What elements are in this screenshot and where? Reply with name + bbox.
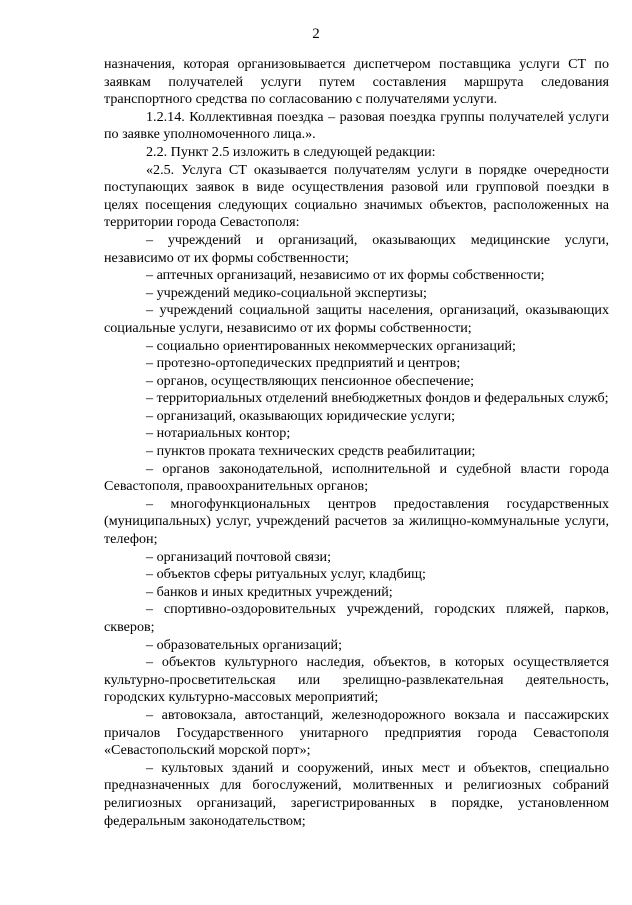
list-item: – органов законодательной, исполнительной и судебной власти города Севастополя, правоохранительных органов; <box>104 460 609 495</box>
list-item: – многофункциональных центров предоставления государственных (муниципальных) услуг, учреждений расчетов за жилищно-коммунальные услуги, телефон; <box>104 495 609 548</box>
document-body <box>104 56 609 830</box>
list-item: – банков и иных кредитных учреждений; <box>146 583 393 600</box>
list-item: – аптечных организаций, независимо от их формы собственности; <box>146 267 545 284</box>
list-item: – социально ориентированных некоммерческих организаций; <box>146 337 516 354</box>
list-item: – органов, осуществляющих пенсионное обеспечение; <box>146 372 475 389</box>
list-item: – учреждений социальной защиты населения, организаций, оказывающих социальные услуги, независимо от их формы собственности; <box>104 302 609 336</box>
list-item: – спортивно-оздоровительных учреждений, городских пляжей, парков, скверов; <box>104 601 609 635</box>
list-item: – объектов культурного наследия, объектов, в которых осуществляется культурно-просветительская или зрелищно-развлекательная деятельность, городских культурно-массовых мероприятий; <box>104 654 609 706</box>
list-item: – культовых зданий и сооружений, иных мест и объектов, специально предназначенных для богослужений, молитвенных и религиозных собраний религиозных организаций, зарегистрированных в порядке, установленном федеральным законодательством; <box>104 759 609 829</box>
list-item: – образовательных организаций; <box>146 636 343 653</box>
list-item: – нотариальных контор; <box>146 425 291 442</box>
paragraph-amendment-2-2: 2.2. Пункт 2.5 изложить в следующей редакции: <box>146 143 436 160</box>
paragraph-definition-1-2-14: 1.2.14. Коллективная поездка – разовая поездка группы получателей услуги по заявке уполномоченного лица.». <box>104 108 609 143</box>
list-item: – территориальных отделений внебюджетных фондов и федеральных служб; <box>146 390 609 407</box>
list-item: – объектов сферы ритуальных услуг, кладбищ; <box>146 566 426 583</box>
list-item: – организаций, оказывающих юридические услуги; <box>146 407 456 424</box>
list-item: – автовокзала, автостанций, железнодорожного вокзала и пассажирских причалов Государственного унитарного предприятия города Севастополя «Севастопольский морской порт»; <box>104 706 609 759</box>
list-item: – учреждений медико-социальной экспертизы; <box>146 284 427 301</box>
paragraph-clause-2-5: «2.5. Услуга СТ оказывается получателям услуги в порядке очередности поступающих заявок в виде осуществления разовой или групповой поездки в целях посещения следующих социально значимых объектов, расположенных на территории города Севастополя: <box>104 161 609 231</box>
list-item: – организаций почтовой связи; <box>146 548 331 565</box>
list-item: – пунктов проката технических средств реабилитации; <box>146 443 476 460</box>
list-item: – учреждений и организаций, оказывающих медицинские услуги, независимо от их формы собственности; <box>104 231 609 266</box>
paragraph-continuation: назначения, которая организовывается диспетчером поставщика услуги СТ по заявкам получателей услуги путем составления маршрута следования транспортного средства по согласованию с получателями услуги. <box>104 56 609 108</box>
page-number: 2 <box>312 26 320 42</box>
list-item: – протезно-ортопедических предприятий и центров; <box>146 355 461 372</box>
